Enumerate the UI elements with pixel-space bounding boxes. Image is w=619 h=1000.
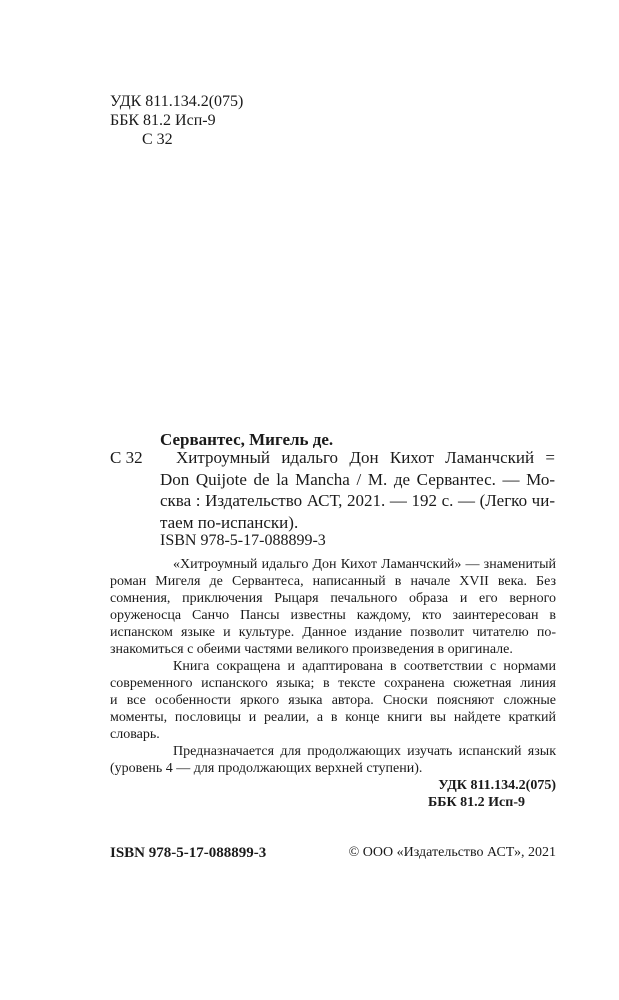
catalog-isbn: ISBN 978-5-17-088899-3 [160, 532, 326, 549]
catalog-title-line: сква : Издательство АСТ, 2021. — 192 с. — (Легко чи- [160, 491, 555, 511]
bbk-code-bottom: ББК 81.2 Исп-9 [428, 795, 525, 810]
annotation-paragraph-3 [110, 743, 556, 777]
annotation-line: Книга сокращена и адаптирована в соответствии с нормами [173, 659, 556, 674]
annotation-line: сомнения, приключения Рыцаря печального образа и его верного [110, 591, 556, 606]
annotation-paragraph-1 [110, 556, 556, 658]
catalog-author-mark: С 32 [110, 448, 143, 467]
annotation-line: словарь. [110, 727, 160, 742]
annotation-line: (уровень 4 — для продолжающих верхней ступени). [110, 761, 423, 776]
udk-code-bottom: УДК 811.134.2(075) [438, 778, 556, 793]
footer-copyright: © ООО «Издательство АСТ», 2021 [348, 845, 556, 860]
udk-code-top: УДК 811.134.2(075) [110, 93, 244, 110]
catalog-title-line: Хитроумный идальго Дон Кихот Ламанчский = [176, 448, 555, 467]
annotation-line: роман Мигеля де Сервантеса, написанный в начале XVII века. Без [110, 574, 556, 589]
annotation-line: «Хитроумный идальго Дон Кихот Ламанчский» — знаменитый [173, 557, 556, 572]
catalog-title-block [160, 447, 555, 534]
catalog-title-line: Don Quijote de la Mancha / М. де Сервантес. — Мо- [160, 469, 555, 489]
annotation-line: современного испанского языка; в тексте сохранена сюжетная линия [110, 676, 556, 691]
author-mark-top: С 32 [142, 131, 173, 148]
annotation-line: знакомиться с обеими частями великого произведения в оригинале. [110, 642, 513, 657]
bbk-code-top: ББК 81.2 Исп-9 [110, 112, 216, 129]
annotation-line: и все особенности яркого языка автора. Сноски поясняют сложные [110, 693, 556, 708]
footer-isbn: ISBN 978-5-17-088899-3 [110, 845, 267, 861]
annotation-line: оруженосца Санчо Пансы известны каждому, кто заинтересован в [110, 608, 556, 623]
annotation-line: испанском языке и культуре. Данное издание позволит читателю по- [110, 625, 556, 640]
catalog-author: Сервантес, Мигель де. [160, 430, 334, 449]
annotation-paragraph-2 [110, 658, 556, 743]
catalog-title-line: таем по-испански). [160, 513, 299, 533]
annotation-line: моменты, пословицы и реалии, а в конце книги вы найдете краткий [110, 710, 556, 725]
annotation-line: Предназначается для продолжающих изучать испанский язык [173, 744, 556, 759]
